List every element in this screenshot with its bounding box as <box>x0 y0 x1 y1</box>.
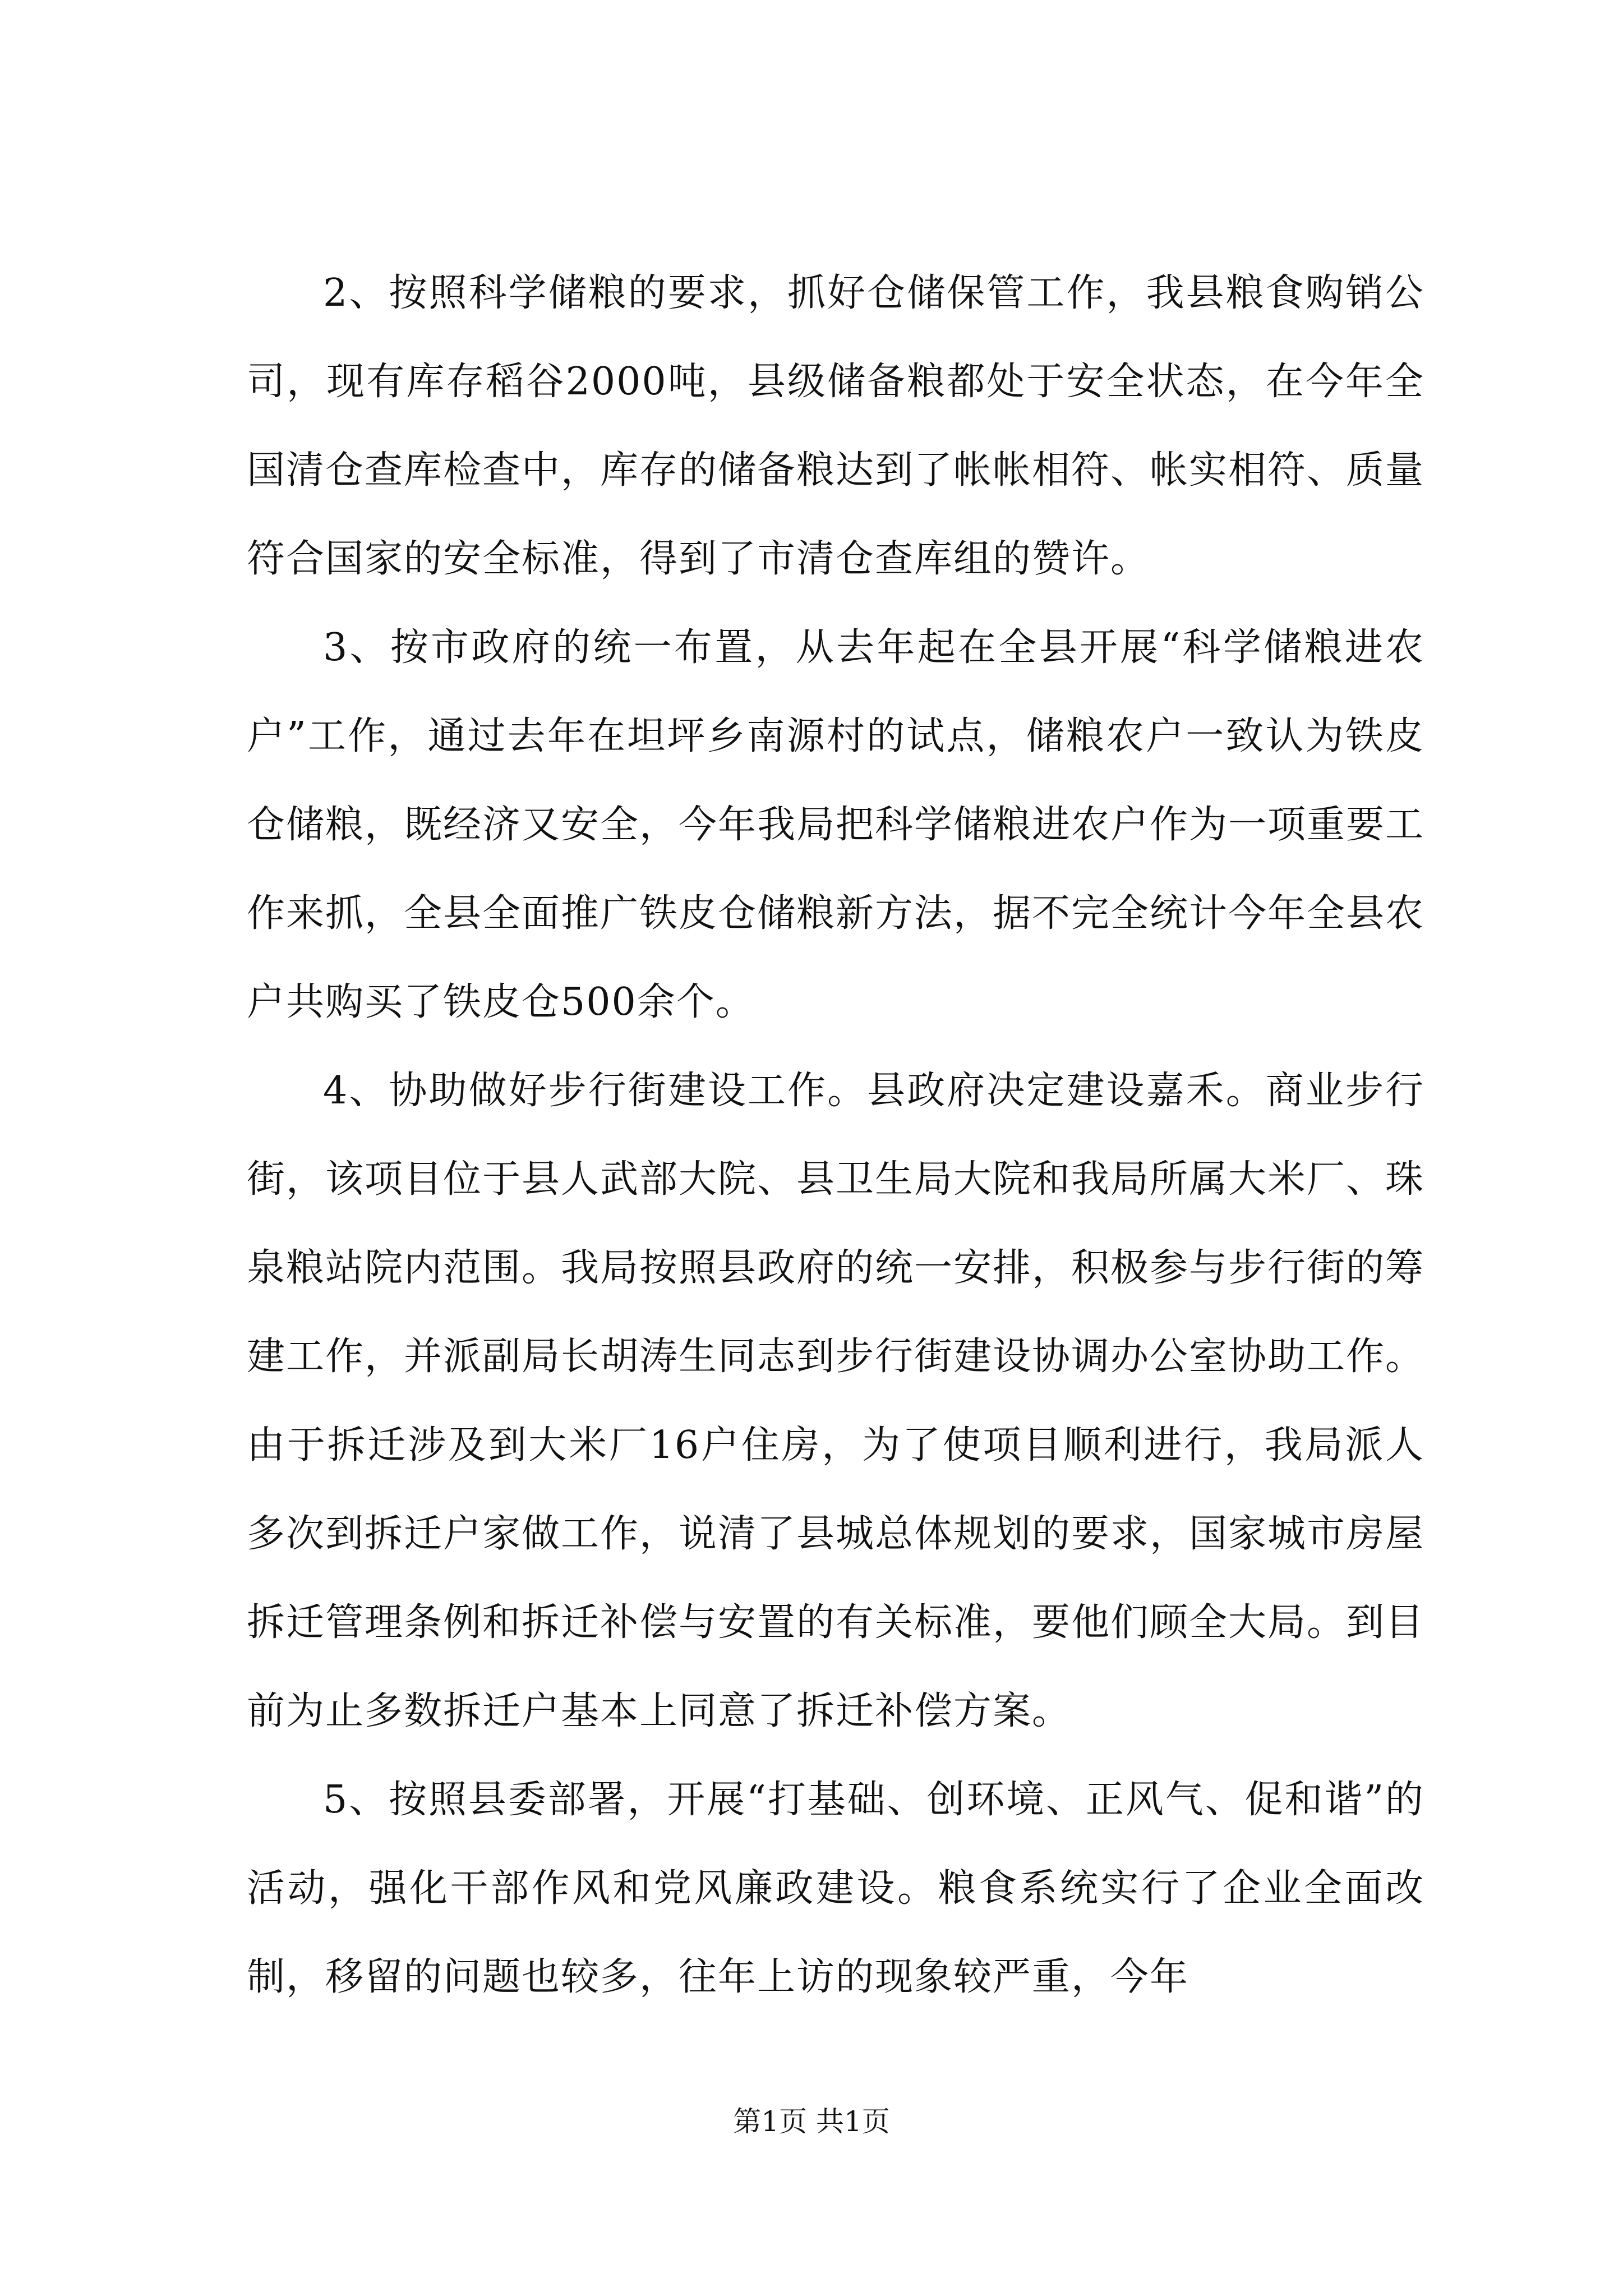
paragraph-item-3: 3、按市政府的统一布置，从去年起在全县开展“科学储粮进农户”工作，通过去年在坦坪乡南源村的试点，储粮农户一致认为铁皮仓储粮，既经济又安全，今年我局把科学储粮进农户作为一项重要工作来抓，全县全面推广铁皮仓储粮新方法，据不完全统计今年全县农户共购买了铁皮仓500余个。 <box>247 625 1425 1024</box>
paragraph-item-5: 5、按照县委部署，开展“打基础、创环境、正风气、促和谐”的活动，强化干部作风和党风廉政建设。粮食系统实行了企业全面改制，移留的问题也较多，往年上访的现象较严重，今年 <box>247 1778 1424 1999</box>
page-footer: 第1页 共1页 <box>733 2105 890 2138</box>
paragraph-item-2: 2、按照科学储粮的要求，抓好仓储保管工作，我县粮食购销公司，现有库存稻谷2000吨，县级储备粮都处于安全状态，在今年全国清仓查库检查中，库存的储备粮达到了帐帐相符、帐实相符、质量符合国家的安全标准，得到了市清仓查库组的赞许。 <box>247 271 1425 581</box>
document-body <box>247 249 1424 2022</box>
paragraph-item-4: 4、协助做好步行街建设工作。县政府决定建设嘉禾。商业步行街，该项目位于县人武部大院、县卫生局大院和我局所属大米厂、珠泉粮站院内范围。我局按照县政府的统一安排，积极参与步行街的筹建工作，并派副局长胡涛生同志到步行街建设协调办公室协助工作。由于拆迁涉及到大米厂16户住房，为了使项目顺利进行，我局派人多次到拆迁户家做工作，说清了县城总体规划的要求，国家城市房屋拆迁管理条例和拆迁补偿与安置的有关标准，要他们顾全大局。到目前为止多数拆迁户基本上同意了拆迁补偿方案。 <box>247 1069 1425 1733</box>
